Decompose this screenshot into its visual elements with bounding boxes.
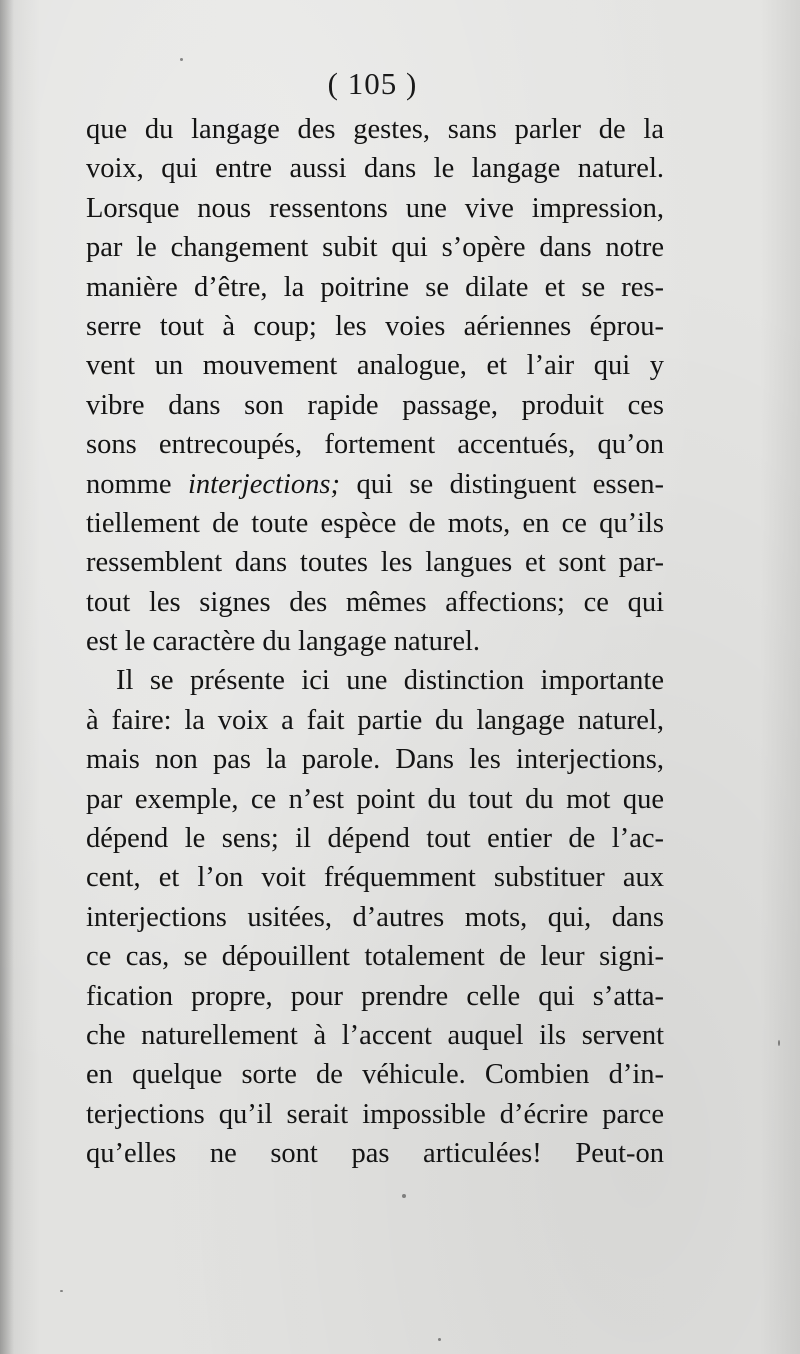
text-line: vibre dans son rapide passage, produit ces	[86, 389, 664, 421]
text-line: ressemblent dans toutes les langues et sont par-	[86, 547, 664, 579]
text-line-with-italic	[86, 465, 664, 504]
text-line: sons entrecoupés, fortement accentués, qu’on	[86, 429, 664, 461]
text-line: vent un mouvement analogue, et l’air qui y	[86, 350, 664, 382]
text-segment: qui se distinguent essen-	[339, 468, 664, 500]
text-line: tiellement de toute espèce de mots, en ce qu’ils	[86, 507, 664, 539]
paper-speck	[60, 1290, 63, 1292]
text-segment: nomme	[86, 468, 188, 500]
text-line: ce cas, se dépouillent totalement de leur signi-	[86, 941, 664, 973]
text-line: Lorsque nous ressentons une vive impression,	[86, 192, 664, 224]
paper-speck	[438, 1338, 441, 1341]
text-line: par le changement subit qui s’opère dans notre	[86, 232, 664, 264]
text-line: che naturellement à l’accent auquel ils servent	[86, 1019, 664, 1051]
text-line: à faire: la voix a fait partie du langage naturel,	[86, 704, 664, 736]
paragraph-start-line: Il se présente ici une distinction importante	[116, 665, 664, 697]
paper-speck	[778, 1040, 780, 1046]
text-line: dépend le sens; il dépend tout entier de l’ac-	[86, 823, 664, 855]
paper-speck	[402, 1194, 406, 1198]
italic-term: interjections;	[187, 468, 340, 500]
text-line: fication propre, pour prendre celle qui s’atta-	[86, 980, 664, 1012]
paper-speck	[180, 58, 183, 61]
text-line: en quelque sorte de véhicule. Combien d’in-	[86, 1059, 664, 1091]
text-line: par exemple, ce n’est point du tout du mot que	[86, 783, 664, 815]
text-line: qu’elles ne sont pas articulées! Peut-on	[86, 1138, 664, 1170]
text-line: tout les signes des mêmes affections; ce qui	[86, 586, 664, 618]
text-line: cent, et l’on voit fréquemment substituer aux	[86, 862, 664, 894]
text-line: mais non pas la parole. Dans les interjections,	[86, 744, 664, 776]
page-edge-shadow	[0, 0, 14, 1354]
text-line: serre tout à coup; les voies aériennes éprou-	[86, 310, 664, 342]
page-number: ( 105 )	[327, 66, 418, 101]
text-line: interjections usitées, d’autres mots, qui, dans	[86, 901, 664, 933]
text-line: manière d’être, la poitrine se dilate et se res-	[86, 271, 664, 303]
text-line: voix, qui entre aussi dans le langage naturel.	[86, 153, 664, 185]
text-line: terjections qu’il serait impossible d’écrire parce	[86, 1098, 664, 1130]
text-line: que du langage des gestes, sans parler de la	[86, 114, 664, 145]
paragraph-end-line: est le caractère du langage naturel.	[86, 626, 481, 658]
body-text	[86, 110, 664, 1174]
